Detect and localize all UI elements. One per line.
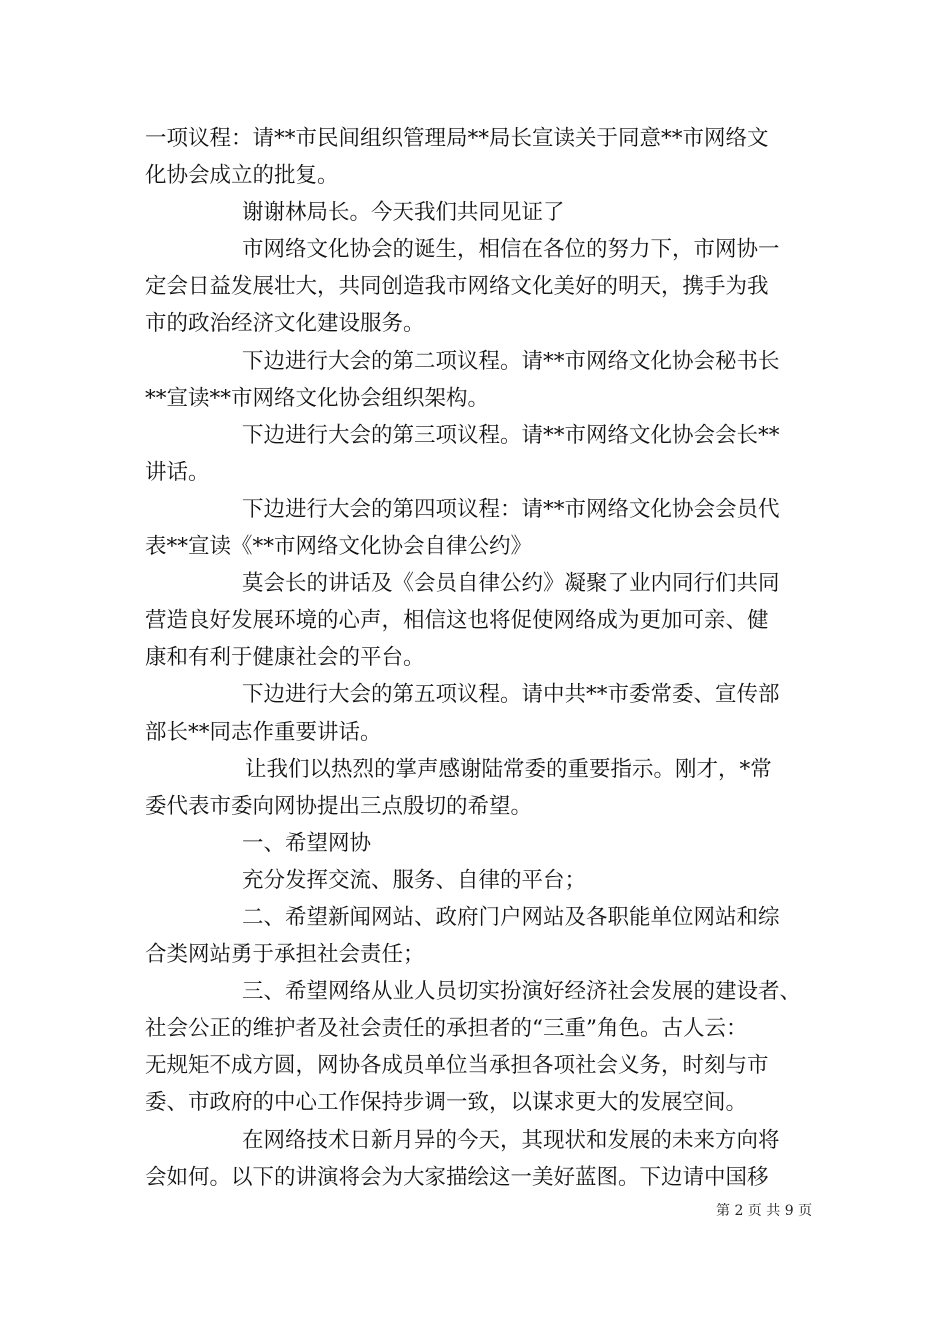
text-line: 康和有利于健康社会的平台。 bbox=[145, 645, 425, 671]
text-line: 一、希望网协 bbox=[242, 830, 372, 856]
text-line: **宣读**市网络文化协会组织架构。 bbox=[145, 385, 490, 411]
text-line: 化协会成立的批复。 bbox=[145, 163, 339, 189]
text-line: 合类网站勇于承担社会责任； bbox=[145, 942, 425, 968]
text-line: 市的政治经济文化建设服务。 bbox=[145, 311, 425, 337]
text-line: 下边进行大会的第四项议程：请**市网络文化协会会员代 bbox=[242, 496, 780, 522]
text-line: 委、市政府的中心工作保持步调一致，以谋求更大的发展空间。 bbox=[145, 1090, 748, 1116]
text-line: 定会日益发展壮大，共同创造我市网络文化美好的明天，携手为我 bbox=[145, 274, 769, 300]
text-line: 下边进行大会的第二项议程。请**市网络文化协会秘书长 bbox=[242, 348, 780, 374]
text-line: 三、希望网络从业人员切实扮演好经济社会发展的建设者、 bbox=[242, 979, 802, 1005]
text-line: 谢谢林局长。今天我们共同见证了 bbox=[242, 200, 565, 226]
document-body bbox=[145, 120, 825, 1196]
text-line: 下边进行大会的第五项议程。请中共**市委常委、宣传部 bbox=[242, 682, 780, 708]
text-line: 营造良好发展环境的心声，相信这也将促使网络成为更加可亲、健 bbox=[145, 608, 769, 634]
text-line: 社会公正的维护者及社会责任的承担者的“三重”角色。古人云： bbox=[145, 1016, 748, 1042]
text-line: 莫会长的讲话及《会员自律公约》凝聚了业内同行们共同 bbox=[242, 571, 780, 597]
text-line: 二、希望新闻网站、政府门户网站及各职能单位网站和综 bbox=[242, 904, 780, 930]
text-line: 部长**同志作重要讲话。 bbox=[145, 719, 382, 745]
text-line: 讲话。 bbox=[145, 459, 210, 485]
text-line: 委代表市委向网协提出三点殷切的希望。 bbox=[145, 793, 533, 819]
text-line: 会如何。以下的讲演将会为大家描绘这一美好蓝图。下边请中国移 bbox=[145, 1164, 769, 1190]
text-line: 市网络文化协会的诞生，相信在各位的努力下，市网协一 bbox=[242, 237, 780, 263]
text-line: 充分发挥交流、服务、自律的平台； bbox=[242, 867, 587, 893]
text-line: 在网络技术日新月异的今天，其现状和发展的未来方向将 bbox=[242, 1127, 780, 1153]
text-line: 下边进行大会的第三项议程。请**市网络文化协会会长** bbox=[242, 422, 780, 448]
text-line: 无规矩不成方圆，网协各成员单位当承担各项社会义务，时刻与市 bbox=[145, 1053, 769, 1079]
text-line: 一项议程：请**市民间组织管理局**局长宣读关于同意**市网络文 bbox=[145, 126, 769, 151]
text-line: 让我们以热烈的掌声感谢陆常委的重要指示。刚才，*常 bbox=[245, 756, 772, 782]
text-line: 表**宣读《**市网络文化协会自律公约》 bbox=[145, 534, 533, 560]
page-number-footer: 第 2 页 共 9 页 bbox=[716, 1203, 813, 1219]
